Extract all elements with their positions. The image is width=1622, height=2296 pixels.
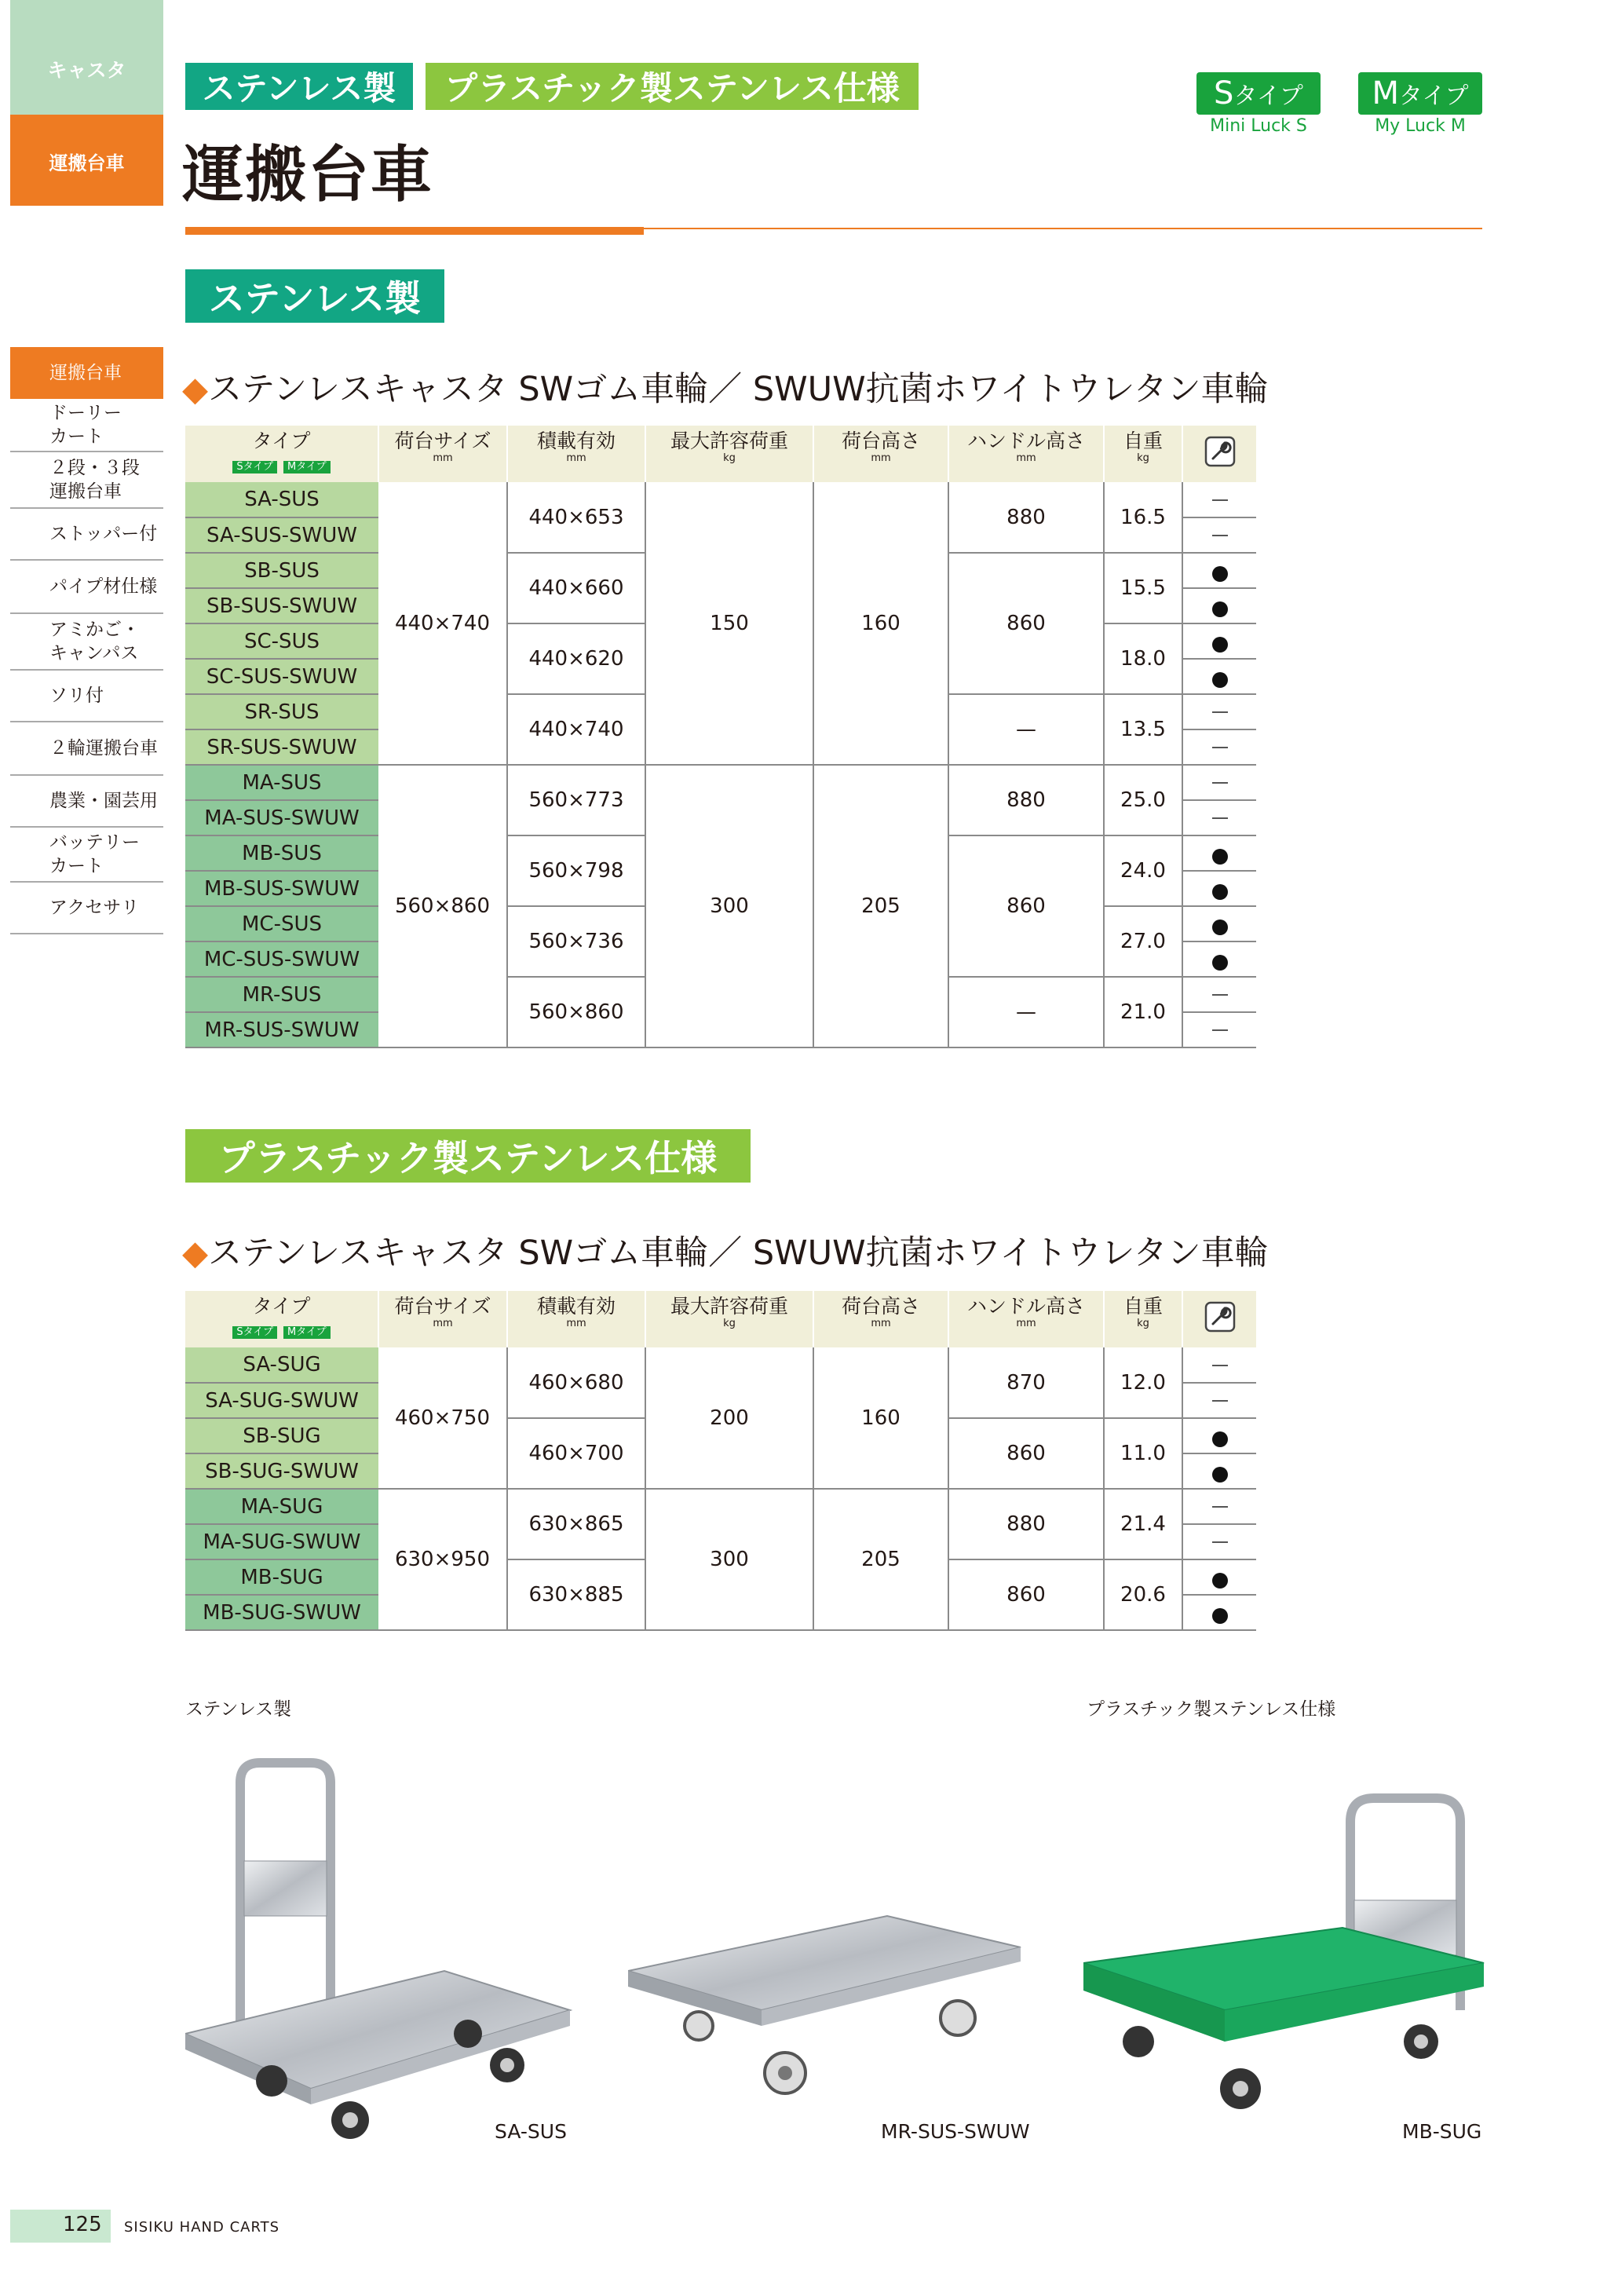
m-type-label: タイプ [1399, 82, 1469, 110]
handle-height-cell: 860 [948, 553, 1104, 694]
load-area-cell: 440×660 [507, 553, 645, 623]
section1-subhead [182, 363, 1269, 411]
type-cell: MR-SUS-SWUW [185, 1012, 378, 1047]
sidebar-item-label: 農業・園芸用 [49, 791, 158, 811]
table-header-row [185, 426, 1256, 482]
stopper-dash-icon [1212, 994, 1228, 996]
type-cell: SA-SUS-SWUW [185, 517, 378, 553]
col-unit: mm [871, 452, 891, 464]
type-cell: MA-SUG-SWUW [185, 1524, 378, 1559]
handle-height-cell: 860 [948, 1559, 1104, 1630]
footer-text: SISIKU HAND CARTS [124, 2219, 280, 2236]
title-rule [185, 227, 644, 235]
type-cell: SA-SUS [185, 482, 378, 517]
stopper-dash-icon [1212, 1400, 1228, 1402]
handle-height-cell: — [948, 694, 1104, 765]
sidebar-item-label: アミかご・ [49, 620, 140, 640]
type-cell: MC-SUS-SWUW [185, 941, 378, 977]
table-row [185, 482, 1256, 517]
col-stopper [1182, 426, 1256, 482]
sidebar-section-label: 運搬台車 [49, 152, 125, 174]
stopper-cell [1182, 1418, 1256, 1453]
stopper-cell [1182, 553, 1256, 588]
stopper-dash-icon [1212, 817, 1228, 819]
stopper-cell [1182, 765, 1256, 800]
type-cell: MA-SUG [185, 1489, 378, 1524]
stopper-cell [1182, 623, 1256, 659]
col-stopper [1182, 1291, 1256, 1347]
weight-cell: 27.0 [1104, 906, 1182, 977]
max-load-cell: 200 [645, 1347, 813, 1489]
stopper-dot-icon [1212, 566, 1228, 582]
col-type-m-badge: Mタイプ [283, 1326, 331, 1339]
weight-cell: 16.5 [1104, 482, 1182, 553]
weight-cell: 25.0 [1104, 765, 1182, 835]
col-type-label: タイプ [252, 430, 311, 452]
sidebar-section[interactable] [10, 115, 163, 206]
footer-page-number: 125 [63, 2213, 102, 2236]
stopper-dot-icon [1212, 637, 1228, 653]
load-area-cell: 560×773 [507, 765, 645, 835]
sidebar-item-label: ストッパー付 [49, 524, 158, 544]
col-max-load [645, 1291, 813, 1347]
load-area-cell: 440×620 [507, 623, 645, 694]
col-bed-size [378, 426, 507, 482]
sidebar-item-label: 運搬台車 [49, 363, 122, 383]
col-handle-height [948, 1291, 1104, 1347]
stopper-dot-icon [1212, 1573, 1228, 1589]
sidebar-item-label: ２輪運搬台車 [49, 738, 158, 759]
bed-height-cell: 160 [813, 482, 948, 765]
stopper-dash-icon [1212, 1541, 1228, 1543]
section-tag-stainless: ステンレス製 [185, 269, 444, 323]
weight-cell: 15.5 [1104, 553, 1182, 623]
model-label-3: MB-SUG [1402, 2120, 1482, 2143]
sidebar-item-twowheel[interactable] [10, 722, 163, 776]
col-max-load [645, 426, 813, 482]
sidebar-item-label: アクセサリ [49, 898, 140, 918]
max-load-cell: 300 [645, 765, 813, 1047]
type-cell: SC-SUS [185, 623, 378, 659]
spec-table-stainless [185, 426, 1256, 1048]
type-cell: SA-SUG-SWUW [185, 1383, 378, 1418]
col-load-area [507, 426, 645, 482]
type-cell: MA-SUS [185, 765, 378, 800]
col-bed-height [813, 426, 948, 482]
stopper-cell [1182, 1347, 1256, 1383]
sidebar-item-label: カート [49, 856, 104, 876]
stopper-dash-icon [1212, 711, 1228, 713]
col-unit: kg [1137, 452, 1149, 464]
weight-cell: 12.0 [1104, 1347, 1182, 1418]
load-area-cell: 560×860 [507, 977, 645, 1047]
sidebar-item-battery[interactable] [10, 828, 163, 883]
stopper-dash-icon [1212, 535, 1228, 536]
wrench-icon [1204, 1301, 1236, 1333]
stopper-cell [1182, 800, 1256, 835]
col-weight [1104, 1291, 1182, 1347]
type-cell: MA-SUS-SWUW [185, 800, 378, 835]
bed-height-cell: 160 [813, 1347, 948, 1489]
type-cell: SR-SUS [185, 694, 378, 729]
type-cell: SB-SUG [185, 1418, 378, 1453]
stopper-cell [1182, 694, 1256, 729]
load-area-cell: 460×680 [507, 1347, 645, 1418]
col-weight [1104, 426, 1182, 482]
col-type-m-badge: Mタイプ [283, 461, 331, 473]
col-unit: kg [723, 1318, 736, 1329]
stopper-dot-icon [1212, 672, 1228, 688]
sidebar-item-label: 運搬台車 [49, 481, 122, 502]
sidebar-item-label: パイプ材仕様 [49, 576, 158, 597]
type-cell: SB-SUS-SWUW [185, 588, 378, 623]
col-type [185, 426, 378, 482]
type-cell: MB-SUG [185, 1559, 378, 1595]
stopper-dash-icon [1212, 1365, 1228, 1366]
stopper-cell [1182, 1489, 1256, 1524]
weight-cell: 13.5 [1104, 694, 1182, 765]
table-row [185, 1489, 1256, 1524]
col-max-load-label: 最大許容荷重 [670, 430, 788, 452]
handle-height-cell: 870 [948, 1347, 1104, 1418]
col-unit: kg [1137, 1318, 1149, 1329]
stopper-cell [1182, 977, 1256, 1012]
col-handle-height-label: ハンドル高さ [966, 430, 1085, 452]
stopper-dot-icon [1212, 1431, 1228, 1447]
type-cell: MB-SUG-SWUW [185, 1595, 378, 1630]
model-label-1: SA-SUS [495, 2120, 567, 2143]
sidebar-item-unpan[interactable] [10, 347, 163, 399]
s-type-badge [1196, 72, 1321, 115]
stopper-cell [1182, 1012, 1256, 1047]
col-weight-label: 自重 [1123, 1295, 1163, 1318]
bed-size-cell: 440×740 [378, 482, 507, 765]
col-type-s-badge: Sタイプ [232, 461, 277, 473]
s-type-sub: Mini Luck S [1210, 116, 1307, 136]
spec-table-plastic [185, 1291, 1256, 1631]
cart-image-mb-sug [1083, 1775, 1492, 2144]
stopper-cell [1182, 1595, 1256, 1630]
diamond-icon: ◆ [182, 1234, 209, 1273]
col-weight-label: 自重 [1123, 430, 1163, 452]
type-cell: MR-SUS [185, 977, 378, 1012]
col-unit: kg [723, 452, 736, 464]
stopper-dot-icon [1212, 849, 1228, 865]
header-tag-stainless: ステンレス製 [185, 63, 413, 110]
col-bed-height [813, 1291, 948, 1347]
sidebar-item-agri[interactable] [10, 776, 163, 828]
stopper-dot-icon [1212, 919, 1228, 935]
model-label-2: MR-SUS-SWUW [881, 2120, 1030, 2143]
stopper-cell [1182, 941, 1256, 977]
stopper-cell [1182, 835, 1256, 871]
stopper-dot-icon [1212, 955, 1228, 971]
stopper-dash-icon [1212, 782, 1228, 784]
col-unit: mm [433, 452, 453, 464]
title-rule-thin [644, 228, 1482, 229]
bed-height-cell: 205 [813, 1489, 948, 1630]
stopper-cell [1182, 1559, 1256, 1595]
m-type-sub: My Luck M [1375, 116, 1466, 136]
col-bed-height-label: 荷台高さ [841, 1295, 920, 1318]
stopper-dash-icon [1212, 1506, 1228, 1508]
sidebar-item-label: ドーリー [49, 403, 122, 423]
sidebar-item-dolly[interactable] [10, 399, 163, 452]
handle-height-cell: 860 [948, 1418, 1104, 1489]
table-header-row [185, 1291, 1256, 1347]
col-unit: mm [566, 1318, 586, 1329]
stopper-cell [1182, 1383, 1256, 1418]
table-row [185, 1347, 1256, 1383]
page-title: 運搬台車 [182, 140, 434, 210]
sidebar-item-label: バッテリー [49, 832, 140, 853]
col-handle-height-label: ハンドル高さ [966, 1295, 1085, 1318]
sidebar-category[interactable] [10, 0, 163, 115]
handle-height-cell: 860 [948, 835, 1104, 977]
section1-subhead-text: ステンレスキャスタ SWゴム車輪／ SWUW抗菌ホワイトウレタン車輪 [208, 370, 1269, 409]
load-area-cell: 460×700 [507, 1418, 645, 1489]
col-unit: mm [1016, 1318, 1036, 1329]
bed-size-cell: 560×860 [378, 765, 507, 1047]
stopper-dot-icon [1212, 1608, 1228, 1624]
col-unit: mm [566, 452, 586, 464]
max-load-cell: 300 [645, 1489, 813, 1630]
weight-cell: 20.6 [1104, 1559, 1182, 1630]
sidebar-item-basket[interactable] [10, 614, 163, 671]
s-type-letter: S [1214, 75, 1234, 112]
section-tag-plastic: プラスチック製ステンレス仕様 [185, 1129, 751, 1183]
weight-cell: 24.0 [1104, 835, 1182, 906]
weight-cell: 21.0 [1104, 977, 1182, 1047]
wrench-icon [1204, 436, 1236, 467]
type-cell: SB-SUG-SWUW [185, 1453, 378, 1489]
bed-size-cell: 460×750 [378, 1347, 507, 1489]
col-unit: mm [1016, 452, 1036, 464]
stopper-dash-icon [1212, 1029, 1228, 1031]
col-load-area [507, 1291, 645, 1347]
table-row [185, 765, 1256, 800]
load-area-cell: 630×885 [507, 1559, 645, 1630]
stopper-cell [1182, 659, 1256, 694]
load-area-cell: 440×740 [507, 694, 645, 765]
col-load-area-label: 積載有効 [536, 430, 616, 452]
m-type-badge [1358, 72, 1482, 115]
stopper-cell [1182, 871, 1256, 906]
col-max-load-label: 最大許容荷重 [670, 1295, 788, 1318]
diamond-icon: ◆ [182, 370, 209, 409]
type-cell: SR-SUS-SWUW [185, 729, 378, 765]
handle-height-cell: 880 [948, 1489, 1104, 1559]
col-handle-height [948, 426, 1104, 482]
stopper-cell [1182, 517, 1256, 553]
sidebar-item-sled[interactable] [10, 671, 163, 722]
handle-height-cell: 880 [948, 482, 1104, 553]
bed-size-cell: 630×950 [378, 1489, 507, 1630]
weight-cell: 11.0 [1104, 1418, 1182, 1489]
col-type-label: タイプ [252, 1295, 311, 1318]
stopper-dash-icon [1212, 747, 1228, 748]
stopper-dot-icon [1212, 601, 1228, 617]
caption-plastic: プラスチック製ステンレス仕様 [1087, 1699, 1336, 1720]
load-area-cell: 630×865 [507, 1489, 645, 1559]
stopper-dot-icon [1212, 884, 1228, 900]
stopper-cell [1182, 588, 1256, 623]
cart-image-mr-sus-swuw [628, 1869, 1036, 2136]
sidebar-item-label: ２段・３段 [49, 458, 140, 478]
col-bed-size [378, 1291, 507, 1347]
stopper-cell [1182, 1453, 1256, 1489]
sidebar-item-label: ソリ付 [49, 686, 104, 706]
type-cell: MC-SUS [185, 906, 378, 941]
sidebar-category-label: キャスタ [47, 59, 126, 82]
weight-cell: 18.0 [1104, 623, 1182, 694]
sidebar-item-label: カート [49, 426, 104, 447]
sidebar-item-label: キャンパス [49, 643, 139, 664]
col-load-area-label: 積載有効 [536, 1295, 616, 1318]
weight-cell: 21.4 [1104, 1489, 1182, 1559]
load-area-cell: 560×798 [507, 835, 645, 906]
col-type-s-badge: Sタイプ [232, 1326, 277, 1339]
section2-subhead-text: ステンレスキャスタ SWゴム車輪／ SWUW抗菌ホワイトウレタン車輪 [208, 1234, 1269, 1273]
col-bed-height-label: 荷台高さ [841, 430, 920, 452]
m-type-letter: M [1372, 75, 1399, 112]
sidebar-item-pipe[interactable] [10, 561, 163, 614]
type-cell: MB-SUS [185, 835, 378, 871]
stopper-cell [1182, 906, 1256, 941]
header-tag-plastic: プラスチック製ステンレス仕様 [426, 63, 919, 110]
col-unit: mm [433, 1318, 453, 1329]
stopper-dot-icon [1212, 1467, 1228, 1483]
caption-stainless: ステンレス製 [185, 1699, 292, 1720]
bed-height-cell: 205 [813, 765, 948, 1047]
sidebar-item-stopper[interactable] [10, 509, 163, 561]
handle-height-cell: 880 [948, 765, 1104, 835]
cart-image-sa-sus [185, 1696, 609, 2152]
s-type-label: タイプ [1233, 82, 1303, 110]
handle-height-cell: — [948, 977, 1104, 1047]
type-cell: SA-SUG [185, 1347, 378, 1383]
stopper-dash-icon [1212, 499, 1228, 501]
type-cell: SB-SUS [185, 553, 378, 588]
type-cell: SC-SUS-SWUW [185, 659, 378, 694]
col-unit: mm [871, 1318, 891, 1329]
load-area-cell: 440×653 [507, 482, 645, 553]
load-area-cell: 560×736 [507, 906, 645, 977]
section2-subhead [182, 1227, 1269, 1274]
type-cell: MB-SUS-SWUW [185, 871, 378, 906]
stopper-cell [1182, 1524, 1256, 1559]
sidebar-item-multistage[interactable] [10, 452, 163, 509]
col-bed-size-label: 荷台サイズ [394, 430, 491, 452]
col-type [185, 1291, 378, 1347]
sidebar-item-accessory[interactable] [10, 883, 163, 934]
col-bed-size-label: 荷台サイズ [394, 1295, 491, 1318]
max-load-cell: 150 [645, 482, 813, 765]
stopper-cell [1182, 482, 1256, 517]
stopper-cell [1182, 729, 1256, 765]
